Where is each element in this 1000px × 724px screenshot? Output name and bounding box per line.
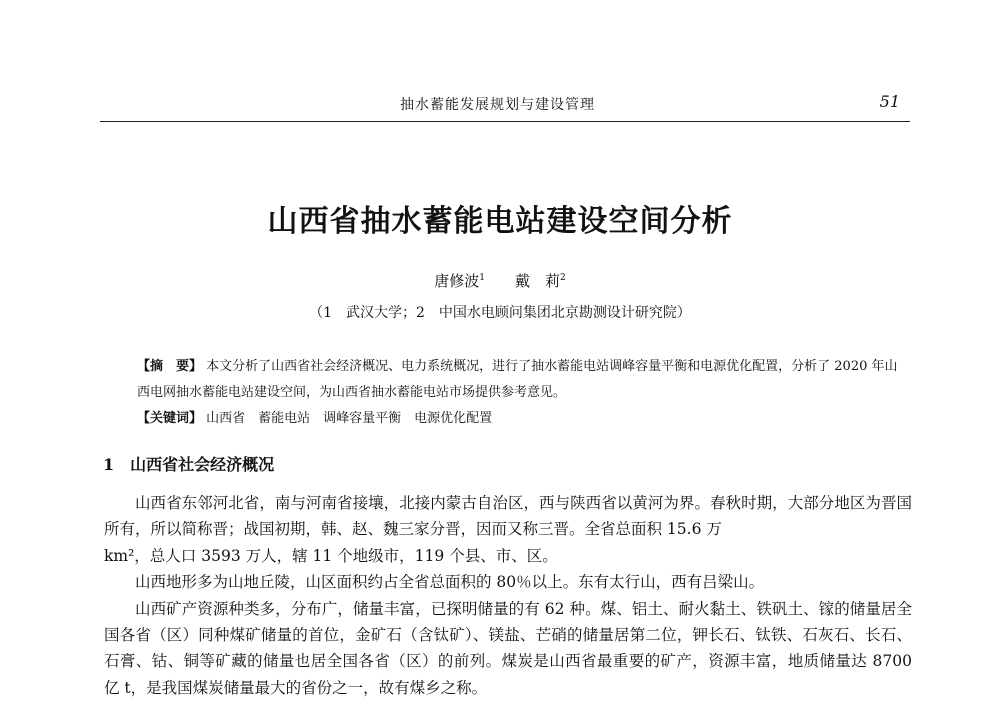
affiliations: （1 武汉大学；2 中国水电顾问集团北京勘测设计研究院）	[309, 305, 691, 321]
author-name: 唐修波	[434, 272, 480, 290]
journal-title: 抽水蓄能发展规划与建设管理	[400, 97, 595, 113]
abstract-block	[137, 354, 907, 406]
author-affiliation-mark: 1	[479, 273, 485, 283]
paragraph: 山西矿产资源种类多，分布广，储量丰富，已探明储量的有 62 种。煤、铝土、耐火黏土、铁矾土、镓的储量居全国各省（区）同种煤矿储量的首位，金矿石（含钛矿）、镁盐、芒硝的储量居第二位，钾长石、钛铁、石灰石、长石、石膏、钴、铜等矿藏的储量也居全国各省（区）的前列。煤炭是山西省最重要的矿产，资源丰富，地质储量达 8700 亿 t，是我国煤炭储量最大的省份之一，故有煤乡之称。	[104, 599, 912, 697]
author-name: 戴 莉	[515, 272, 561, 290]
running-header	[100, 94, 900, 114]
keywords-block	[137, 406, 907, 432]
authors	[0, 270, 1000, 291]
article-title: 山西省抽水蓄能电站建设空间分析	[267, 204, 733, 239]
section-body	[104, 490, 912, 701]
paragraph: km²，总人口 3593 万人，辖 11 个地级市，119 个县、市、区。	[104, 546, 558, 565]
abstract	[137, 354, 907, 432]
paragraph: 山西地形多为山地丘陵，山区面积约占全省总面积的 80％以上。东有太行山，西有吕梁山。	[135, 573, 765, 592]
abstract-text: 本文分析了山西省社会经济概况、电力系统概况，进行了抽水蓄能电站调峰容量平衡和电源优化配置，分析了 2020 年山西电网抽水蓄能电站建设空间，为山西省抽水蓄能电站市场提供参考意见。	[137, 359, 898, 400]
paragraph: 山西省东邻河北省，南与河南省接壤，北接内蒙古自治区，西与陕西省以黄河为界。春秋时期，大部分地区为晋国所有，所以简称晋；战国初期，韩、赵、魏三家分晋，因而又称三晋。全省总面积 15.6 万	[104, 494, 912, 539]
header-rule	[100, 121, 910, 122]
section-heading: 1 山西省社会经济概况	[103, 455, 275, 474]
keywords-text: 山西省 蓄能电站 调峰容量平衡 电源优化配置	[206, 411, 493, 426]
author-affiliation-mark: 2	[560, 273, 566, 283]
abstract-label: 【摘 要】	[137, 359, 203, 374]
keywords-label: 【关键词】	[137, 411, 203, 426]
page-number: 51	[879, 92, 900, 111]
